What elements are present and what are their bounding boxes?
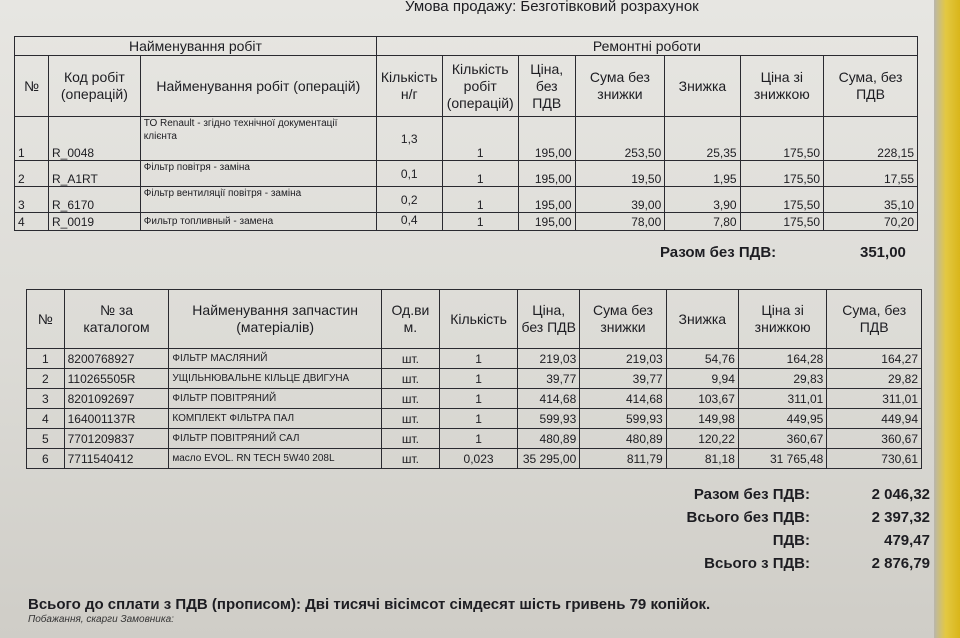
col-header: № bbox=[15, 56, 49, 117]
total-line: Всього без ПДВ: 2 397,32 bbox=[686, 509, 930, 526]
total-line: Разом без ПДВ: 2 046,32 bbox=[693, 486, 930, 503]
works-subtotal-value: 351,00 bbox=[860, 244, 906, 261]
col-header: Кількість робіт (операцій) bbox=[442, 56, 518, 117]
total-line: Всього з ПДВ: 2 876,79 bbox=[704, 555, 930, 572]
col-header: Сума, без ПДВ bbox=[824, 56, 918, 117]
table-row: 4 164001137R КОМПЛЕКТ ФІЛЬТРА ПАЛ шт. 1 599,93 599,93 149,98 449,95 449,94 bbox=[27, 409, 922, 429]
col-header: Ціна зі знижкою bbox=[740, 56, 824, 117]
works-header-row bbox=[15, 56, 918, 117]
background-edge bbox=[934, 0, 960, 638]
works-subtotal-label: Разом без ПДВ: bbox=[660, 244, 777, 261]
table-row: 4 R_0019 Фильтр топливный - замена 0,4 1 195,00 78,00 7,80 175,50 70,20 bbox=[15, 213, 918, 231]
col-header: Сума без знижки bbox=[580, 290, 666, 349]
col-header: Од.ви м. bbox=[381, 290, 439, 349]
works-group-left: Найменування робіт bbox=[15, 37, 377, 56]
works-group-right: Ремонтні роботи bbox=[376, 37, 917, 56]
col-header: Знижка bbox=[666, 290, 738, 349]
col-header: Сума без знижки bbox=[575, 56, 665, 117]
amount-words-value: Дві тисячі вісімсот сімдесят шість гривень 79 копійок. bbox=[305, 596, 711, 613]
table-row: 3 R_6170 Фільтр вентиляції повітря - заміна 0,2 1 195,00 39,00 3,90 175,50 35,10 bbox=[15, 187, 918, 213]
payment-terms: Умова продажу: Безготівковий розрахунок bbox=[405, 0, 699, 15]
col-header: Найменування робіт (операцій) bbox=[140, 56, 376, 117]
table-row: 1 R_0048 ТО Renault - згідно технічної документації клієнта 1,3 1 195,00 253,50 25,35 175,50 228,15 bbox=[15, 117, 918, 161]
table-row: 2 110265505R УЩІЛЬНЮВАЛЬНЕ КІЛЬЦЕ ДВИГУНА шт. 1 39,77 39,77 9,94 29,83 29,82 bbox=[27, 369, 922, 389]
col-header: Кількість н/г bbox=[376, 56, 442, 117]
amount-in-words bbox=[28, 596, 710, 613]
totals-block bbox=[600, 486, 930, 578]
col-header: № bbox=[27, 290, 65, 349]
col-header: № за каталогом bbox=[64, 290, 169, 349]
parts-header-row bbox=[27, 290, 922, 349]
col-header: Сума, без ПДВ bbox=[827, 290, 922, 349]
col-header: Ціна зі знижкою bbox=[738, 290, 826, 349]
col-header: Ціна, без ПДВ bbox=[518, 290, 580, 349]
col-header: Код робіт (операцій) bbox=[49, 56, 141, 117]
works-table bbox=[14, 36, 918, 231]
total-line: ПДВ: 479,47 bbox=[772, 532, 930, 549]
parts-table bbox=[26, 289, 922, 469]
table-row: 3 8201092697 ФІЛЬТР ПОВІТРЯНИЙ шт. 1 414,68 414,68 103,67 311,01 311,01 bbox=[27, 389, 922, 409]
col-header: Кількість bbox=[439, 290, 517, 349]
col-header: Ціна, без ПДВ bbox=[518, 56, 575, 117]
table-row: 5 7701209837 ФІЛЬТР ПОВІТРЯНИЙ САЛ шт. 1 480,89 480,89 120,22 360,67 360,67 bbox=[27, 429, 922, 449]
table-row: 2 R_A1RT Фільтр повітря - заміна 0,1 1 195,00 19,50 1,95 175,50 17,55 bbox=[15, 161, 918, 187]
table-row: 1 8200768927 ФІЛЬТР МАСЛЯНИЙ шт. 1 219,03 219,03 54,76 164,28 164,27 bbox=[27, 349, 922, 369]
table-row: 6 7711540412 масло EVOL. RN TECH 5W40 208L шт. 0,023 35 295,00 811,79 81,18 31 765,48 730,61 bbox=[27, 449, 922, 469]
col-header: Найменування запчастин (матеріалів) bbox=[169, 290, 382, 349]
col-header: Знижка bbox=[665, 56, 740, 117]
customer-notes-label: Побажання, скарги Замовника: bbox=[28, 614, 174, 625]
amount-words-label: Всього до сплати з ПДВ (прописом): bbox=[28, 596, 301, 613]
